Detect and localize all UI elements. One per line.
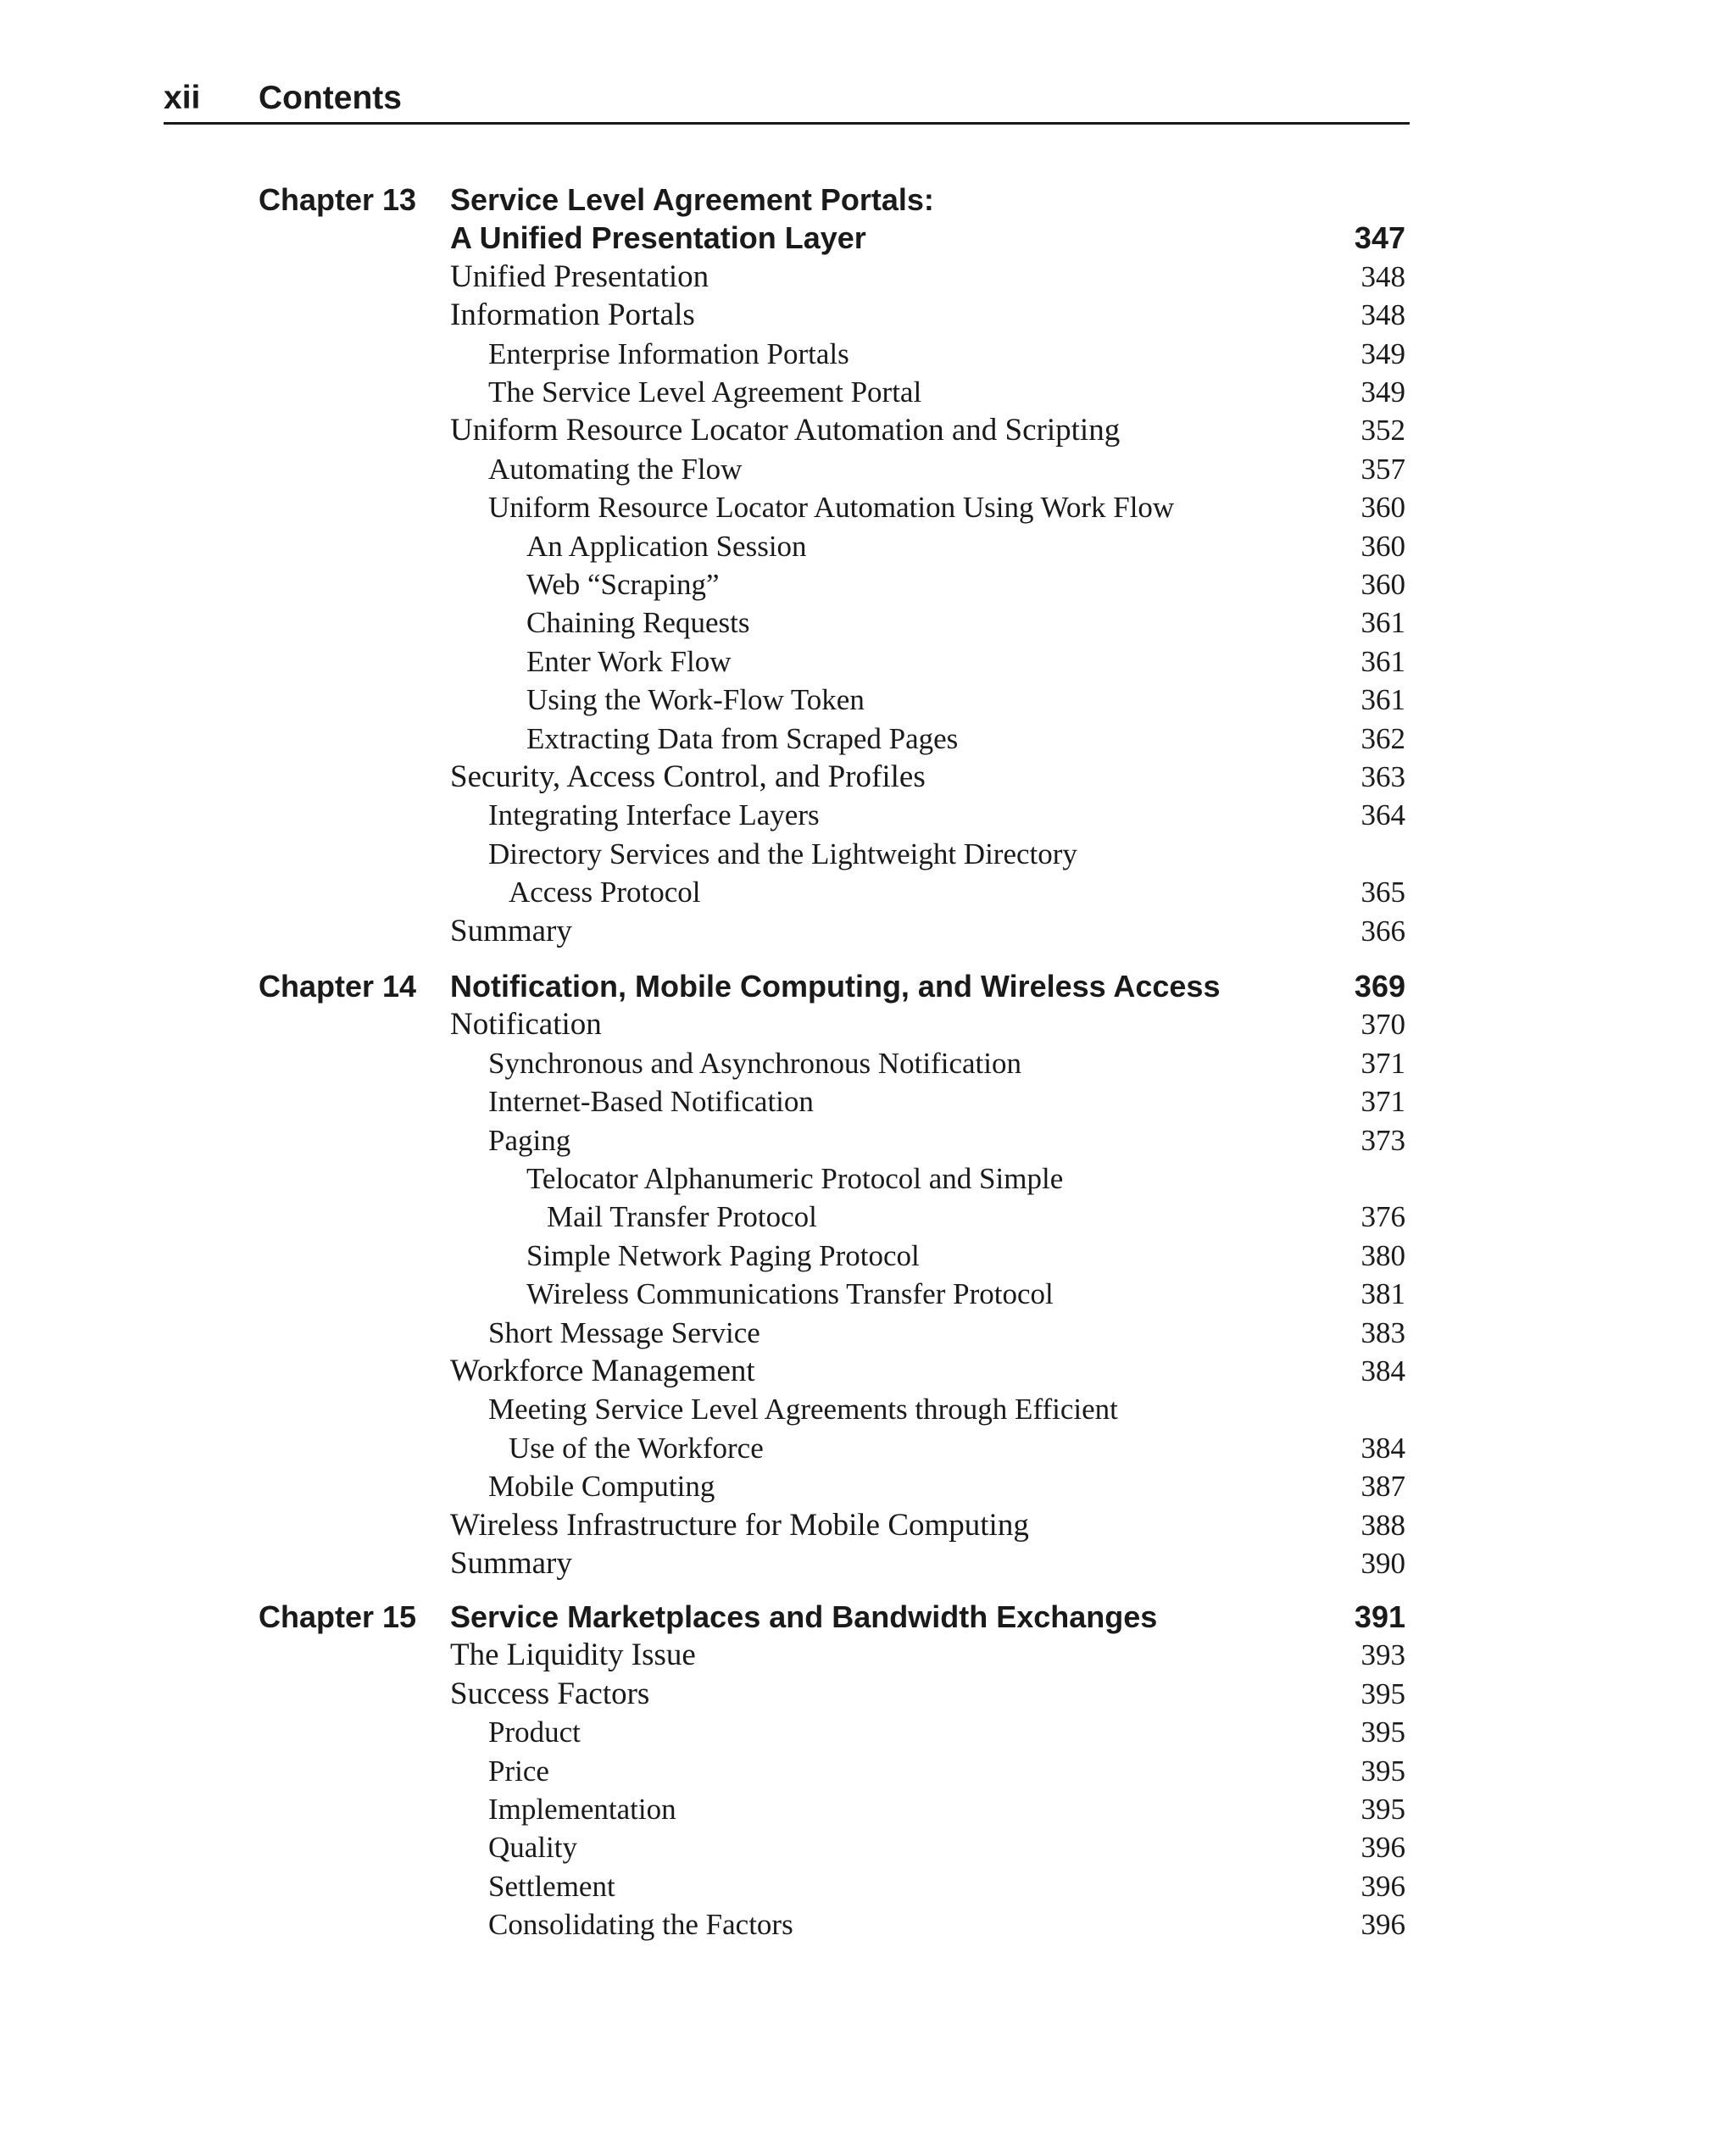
toc-entry: Enterprise Information Portals bbox=[488, 336, 849, 370]
toc-page-number: 364 bbox=[1360, 798, 1405, 832]
running-title: Contents bbox=[259, 80, 402, 116]
toc-page-number: 380 bbox=[1360, 1238, 1405, 1272]
toc-page-number: 371 bbox=[1360, 1085, 1405, 1119]
toc-entry: The Liquidity Issue bbox=[450, 1638, 696, 1673]
chapter-page-number: 369 bbox=[1354, 969, 1405, 1004]
chapter-label: Chapter 14 bbox=[259, 969, 417, 1004]
toc-entry: Uniform Resource Locator Automation and Scripting bbox=[450, 413, 1121, 448]
toc-page-number: 365 bbox=[1360, 876, 1405, 909]
toc-entry: Wireless Communications Transfer Protocol bbox=[526, 1277, 1054, 1311]
toc-entry: Telocator Alphanumeric Protocol and Simple bbox=[526, 1162, 1064, 1195]
page-folio: xii bbox=[164, 80, 201, 116]
toc-page-number: 383 bbox=[1360, 1315, 1405, 1349]
toc-page-number: 361 bbox=[1360, 606, 1405, 640]
toc-entry: The Service Level Agreement Portal bbox=[488, 375, 922, 409]
toc-entry: Success Factors bbox=[450, 1676, 650, 1711]
toc-page-number: 362 bbox=[1360, 721, 1405, 755]
chapter-page-number: 347 bbox=[1354, 220, 1405, 256]
toc-page-number: 388 bbox=[1360, 1508, 1405, 1542]
toc-entry: Product bbox=[488, 1716, 581, 1749]
toc-page-number: 396 bbox=[1360, 1869, 1405, 1903]
toc-page-number: 370 bbox=[1360, 1008, 1405, 1042]
chapter-title: A Unified Presentation Layer bbox=[450, 220, 866, 256]
toc-page-number: 363 bbox=[1360, 760, 1405, 793]
toc-entry: Synchronous and Asynchronous Notification bbox=[488, 1046, 1021, 1080]
chapter-page-number: 391 bbox=[1354, 1599, 1405, 1634]
toc-page-number: 395 bbox=[1360, 1754, 1405, 1788]
toc-entry: Meeting Service Level Agreements through Efficient bbox=[488, 1393, 1118, 1426]
toc-entry: Settlement bbox=[488, 1869, 615, 1903]
toc-entry: Information Portals bbox=[450, 298, 695, 333]
toc-page-number: 393 bbox=[1360, 1638, 1405, 1672]
toc-page-number: 349 bbox=[1360, 375, 1405, 409]
toc-page-number: 360 bbox=[1360, 491, 1405, 525]
chapter-title: Notification, Mobile Computing, and Wireless Access bbox=[450, 969, 1221, 1004]
toc-page-number: 352 bbox=[1360, 414, 1405, 448]
chapter-title: Service Marketplaces and Bandwidth Exchanges bbox=[450, 1599, 1158, 1634]
chapter-title: Service Level Agreement Portals: bbox=[450, 182, 934, 217]
toc-entry: Unified Presentation bbox=[450, 259, 709, 294]
toc-page-number: 349 bbox=[1360, 336, 1405, 370]
toc-page-number: 395 bbox=[1360, 1793, 1405, 1826]
toc-entry: Web “Scraping” bbox=[526, 568, 720, 601]
toc-page-number: 360 bbox=[1360, 529, 1405, 563]
toc-entry: Wireless Infrastructure for Mobile Computing bbox=[450, 1507, 1029, 1543]
toc-page-number: 387 bbox=[1360, 1470, 1405, 1504]
toc-page-number: 373 bbox=[1360, 1123, 1405, 1157]
toc-entry: Consolidating the Factors bbox=[488, 1908, 793, 1942]
toc-entry: Use of the Workforce bbox=[509, 1431, 764, 1465]
toc-entry: Uniform Resource Locator Automation Using Work Flow bbox=[488, 491, 1175, 525]
toc-page-number: 360 bbox=[1360, 568, 1405, 601]
toc-entry: Paging bbox=[488, 1123, 571, 1157]
toc-page-number: 396 bbox=[1360, 1908, 1405, 1942]
toc-entry: Using the Work-Flow Token bbox=[526, 683, 865, 717]
toc-entry: Internet-Based Notification bbox=[488, 1085, 814, 1119]
toc-page-number: 395 bbox=[1360, 1677, 1405, 1710]
toc-page-number: 348 bbox=[1360, 298, 1405, 332]
toc-page-number: 361 bbox=[1360, 683, 1405, 717]
toc-page-number: 371 bbox=[1360, 1046, 1405, 1080]
toc-page-number: 357 bbox=[1360, 452, 1405, 486]
toc-entry: An Application Session bbox=[526, 529, 807, 563]
toc-entry: Mail Transfer Protocol bbox=[547, 1200, 817, 1234]
toc-page-number: 376 bbox=[1360, 1200, 1405, 1234]
toc-page-number: 381 bbox=[1360, 1277, 1405, 1311]
header-rule bbox=[164, 122, 1410, 125]
toc-page-number: 396 bbox=[1360, 1831, 1405, 1865]
toc-entry: Security, Access Control, and Profiles bbox=[450, 759, 926, 794]
toc-entry: Summary bbox=[450, 913, 572, 948]
toc-entry: Implementation bbox=[488, 1793, 676, 1826]
toc-entry: Access Protocol bbox=[509, 876, 701, 909]
toc-page-number: 348 bbox=[1360, 259, 1405, 293]
toc-entry: Price bbox=[488, 1754, 549, 1788]
toc-entry: Mobile Computing bbox=[488, 1470, 715, 1504]
toc-page-number: 390 bbox=[1360, 1547, 1405, 1580]
running-header bbox=[164, 80, 1410, 127]
toc-entry: Summary bbox=[450, 1546, 572, 1581]
toc-page-number: 384 bbox=[1360, 1354, 1405, 1387]
toc-entry: Chaining Requests bbox=[526, 606, 750, 640]
toc-entry: Short Message Service bbox=[488, 1315, 760, 1349]
toc-entry: Automating the Flow bbox=[488, 452, 743, 486]
toc-entry: Simple Network Paging Protocol bbox=[526, 1238, 920, 1272]
toc-entry: Enter Work Flow bbox=[526, 644, 732, 678]
toc-entry: Workforce Management bbox=[450, 1354, 755, 1388]
toc-entry: Notification bbox=[450, 1007, 602, 1043]
toc-entry: Extracting Data from Scraped Pages bbox=[526, 721, 959, 755]
toc-entry: Quality bbox=[488, 1831, 577, 1865]
toc-entry: Integrating Interface Layers bbox=[488, 798, 820, 832]
toc-page-number: 366 bbox=[1360, 914, 1405, 948]
toc-page-number: 384 bbox=[1360, 1431, 1405, 1465]
toc-entry: Directory Services and the Lightweight Directory bbox=[488, 837, 1077, 870]
chapter-label: Chapter 15 bbox=[259, 1599, 417, 1634]
toc-page-number: 361 bbox=[1360, 644, 1405, 678]
chapter-label: Chapter 13 bbox=[259, 182, 417, 217]
toc-page-number: 395 bbox=[1360, 1716, 1405, 1749]
